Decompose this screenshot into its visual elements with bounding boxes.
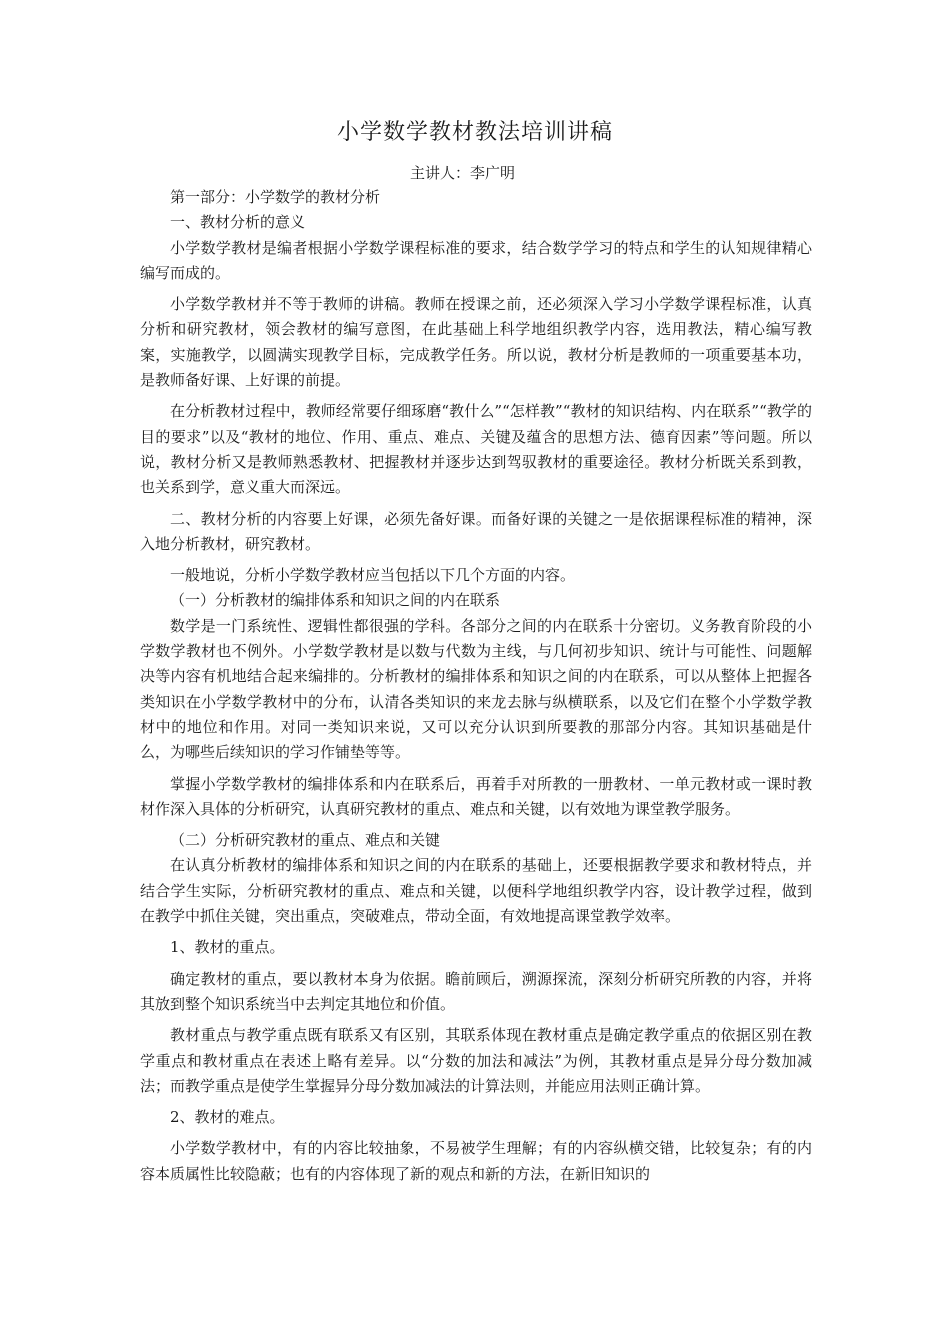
body-paragraph: 掌握小学数学教材的编排体系和内在联系后，再着手对所教的一册教材、一单元教材或一课时教材作深入具体的分析研究，认真研究教材的重点、难点和关键，以有效地为课堂教学服务。 [140, 774, 812, 818]
body-paragraph: 一般地说，分析小学数学教材应当包括以下几个方面的内容。 [170, 566, 576, 585]
body-paragraph: 在认真分析教材的编排体系和知识之间的内在联系的基础上，还要根据教学要求和教材特点，并结合学生实际，分析研究教材的重点、难点和关键，以便科学地组织教学内容，设计教学过程，做到在教学中抓住关键，突出重点，突破难点，带动全面，有效地提高课堂教学效率。 [140, 856, 812, 926]
body-paragraph: 小学数学教材中，有的内容比较抽象，不易被学生理解；有的内容纵横交错，比较复杂；有的内容本质属性比较隐蔽；也有的内容体现了新的观点和新的方法，在新旧知识的 [140, 1139, 812, 1183]
subsection-heading: （二）分析研究教材的重点、难点和关键 [170, 831, 441, 850]
body-paragraph: 小学数学教材是编者根据小学数学课程标准的要求，结合数学学习的特点和学生的认知规律精心编写而成的。 [140, 238, 812, 282]
section-heading: 第一部分：小学数学的教材分析 [170, 188, 381, 206]
body-paragraph: 确定教材的重点，要以教材本身为依据。瞻前顾后，溯源探流，深刻分析研究所教的内容，并将其放到整个知识系统当中去判定其地位和价值。 [140, 969, 812, 1013]
document-title: 小学数学教材教法培训讲稿 [336, 120, 613, 145]
subsection-heading: 一、教材分析的意义 [170, 213, 306, 232]
body-paragraph: 在分析教材过程中，教师经常要仔细琢磨“教什么”“怎样教”“教材的知识结构、内在联系”“教学的目的要求”以及“教材的地位、作用、重点、难点、关键及蕴含的思想方法、德育因素”等问题。所以说，教材分析又是教师熟悉教材、把握教材并逐步达到驾驭教材的重要途径。教材分析既关系到教，也关系到学，意义重大而深远。 [140, 402, 812, 497]
body-paragraph: 数学是一门系统性、逻辑性都很强的学科。各部分之间的内在联系十分密切。义务教育阶段的小学数学教材也不例外。小学数学教材是以数与代数为主线，与几何初步知识、统计与可能性、问题解决等内容有机地结合起来编排的。分析教材的编排体系和知识之间的内在联系，可以从整体上把握各类知识在小学数学教材中的分布，认清各类知识的来龙去脉与纵横联系，以及它们在整个小学数学教材中的地位和作用。对同一类知识来说，又可以充分认识到所要教的那部分内容。其知识基础是什么，为哪些后续知识的学习作铺垫等等。 [140, 616, 812, 762]
body-paragraph: 教材重点与教学重点既有联系又有区别，其联系体现在教材重点是确定教学重点的依据区别在教学重点和教材重点在表述上略有差异。以“分数的加法和减法”为例，其教材重点是异分母分数加减法；而教学重点是使学生掌握异分母分数加减法的计算法则，并能应用法则正确计算。 [140, 1026, 812, 1095]
subsection-heading: （一）分析教材的编排体系和知识之间的内在联系 [170, 591, 501, 610]
body-paragraph: 二、教材分析的内容要上好课，必须先备好课。而备好课的关键之一是依据课程标准的精神，深入地分析教材，研究教材。 [140, 509, 812, 553]
body-paragraph: 小学数学教材并不等于教师的讲稿。教师在授课之前，还必须深入学习小学数学课程标准，认真分析和研究教材，领会教材的编写意图，在此基础上科学地组织教学内容，选用教法，精心编写教案，实施教学，以圆满实现教学目标，完成教学任务。所以说，教材分析是教师的一项重要基本功，是教师备好课、上好课的前提。 [140, 295, 812, 390]
numbered-heading: 1、教材的重点。 [170, 938, 285, 957]
speaker-line: 主讲人：李广明 [410, 164, 516, 182]
numbered-heading: 2、教材的难点。 [170, 1108, 285, 1127]
document-body [140, 185, 812, 1187]
